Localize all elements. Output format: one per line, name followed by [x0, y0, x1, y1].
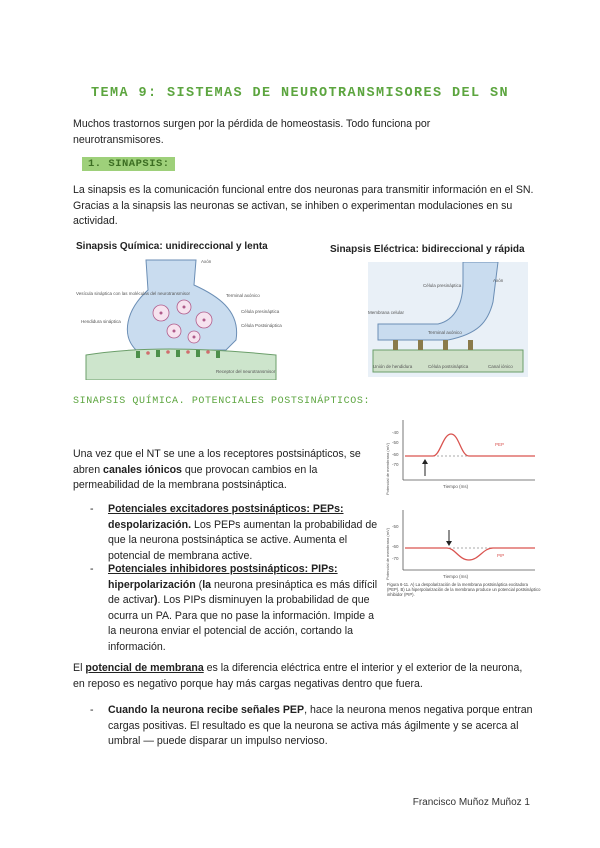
top-xlabel: Tiempo (ms): [443, 484, 469, 489]
top-ylabel: Potencial de membrana (mV): [385, 442, 390, 495]
elec-label-postsynaptic: Célula postsináptica: [428, 364, 469, 369]
bottom-tick-3: -70: [392, 556, 399, 561]
page-title: TEMA 9: SISTEMAS DE NEUROTRANSMISORES DEL SN: [90, 86, 510, 101]
pep-signal-item: - Cuando la neurona recibe señales PEP, hace la neurona menos negativa porque entran cargas positivas. El resultado es que la neurona se activa más ágilmente y se acerca al umbral — puede disparar un impulso nervioso.: [90, 704, 533, 747]
chem-label-vesicle: Vesícula sináptica con las moléculas del neurotransmisor: [76, 291, 191, 296]
chemical-synapse-illustration: [76, 255, 288, 380]
chem-label-receptor: Receptor del neurotransmisor: [216, 369, 276, 374]
footer-author: Francisco Muñoz Muñoz 1: [412, 797, 530, 808]
top-tick-2: -50: [392, 440, 399, 445]
channels-paragraph: Una vez que el NT se une a los receptores postsinápticos, se abren canales iónicos que provocan cambios en la permeabilidad de la membrana postsináptica.: [73, 448, 361, 491]
electric-synapse-caption: Sinapsis Eléctrica: bidireccional y rápida: [330, 244, 525, 255]
elec-label-membrane: Membrana celular: [368, 310, 405, 315]
bottom-xlabel: Tiempo (ms): [443, 574, 469, 579]
bottom-tick-2: -60: [392, 544, 399, 549]
ipsp-item: - Potenciales inhibidores postsinápticos: PIPs: hiperpolarización (la neurona presináptica es más difícil de activar). Los PIPs disminuyen la probabilidad de que ocurra un PA. Para que no pase la información. Impide a la neurona enviar el potencial de acción, cortando la información.: [90, 563, 378, 653]
elec-label-presynaptic: Célula presináptica: [423, 283, 462, 288]
subsection-heading: SINAPSIS QUÍMICA. POTENCIALES POSTSINÁPTICOS:: [73, 396, 371, 407]
chem-label-presynaptic: Célula presináptica: [241, 309, 280, 314]
chem-label-cleft: Hendidura sináptica: [81, 319, 121, 324]
postsynaptic-potential-graphs: [385, 410, 543, 615]
top-tick-4: -70: [392, 462, 399, 467]
elec-label-axon: Axón: [493, 278, 504, 283]
elec-label-gap: Unión de hendidura: [373, 364, 413, 369]
pip-label: PIP: [497, 553, 505, 558]
elec-label-channel: Canal iónico: [488, 364, 513, 369]
chem-label-axon: Axón: [201, 259, 212, 264]
bottom-ylabel: Potencial de membrana (mV): [385, 527, 390, 580]
intro-paragraph: Muchos trastornos surgen por la pérdida de homeostasis. Todo funciona por neurotransmisores.: [73, 118, 431, 146]
chem-label-postsynaptic: Célula Postsináptica: [241, 323, 282, 328]
graphs-caption: Figura 6-11. A) La despolarización de la membrana postsináptica excitadora (PEP). B) La hiperpolarización de la membrana produce un potencial postsináptico inhibidor (PIP).: [387, 582, 541, 597]
top-tick-3: -60: [392, 452, 399, 457]
sinapsis-paragraph: La sinapsis es la comunicación funcional entre dos neuronas para transmitir información en el SN. Gracias a la sinapsis las neuronas se activan, se inhiben o experimentan modulaciones en su actividad.: [73, 184, 534, 227]
membrane-paragraph: El potencial de membrana es la diferencia eléctrica entre el interior y el exterior de la neurona, en reposo es negativo porque hay más cargas negativas dentro que fuera.: [73, 662, 523, 690]
chem-label-terminal: Terminal axónico: [226, 293, 260, 298]
bottom-tick-1: -50: [392, 524, 399, 529]
section-label-sinapsis: 1. SINAPSIS:: [82, 157, 175, 171]
pep-label: PEP: [495, 442, 505, 447]
chemical-synapse-caption: Sinapsis Química: unidireccional y lenta: [76, 241, 268, 252]
electric-synapse-illustration: [368, 262, 528, 377]
top-tick-1: -40: [392, 430, 399, 435]
epsp-item: - Potenciales excitadores postsinápticos: PEPs: despolarización. Los PEPs aumentan la probabilidad de que la neurona postsináptica se active. Aumenta el potencial de membrana active.: [90, 503, 378, 562]
elec-label-terminal: Terminal axónico: [428, 330, 462, 335]
